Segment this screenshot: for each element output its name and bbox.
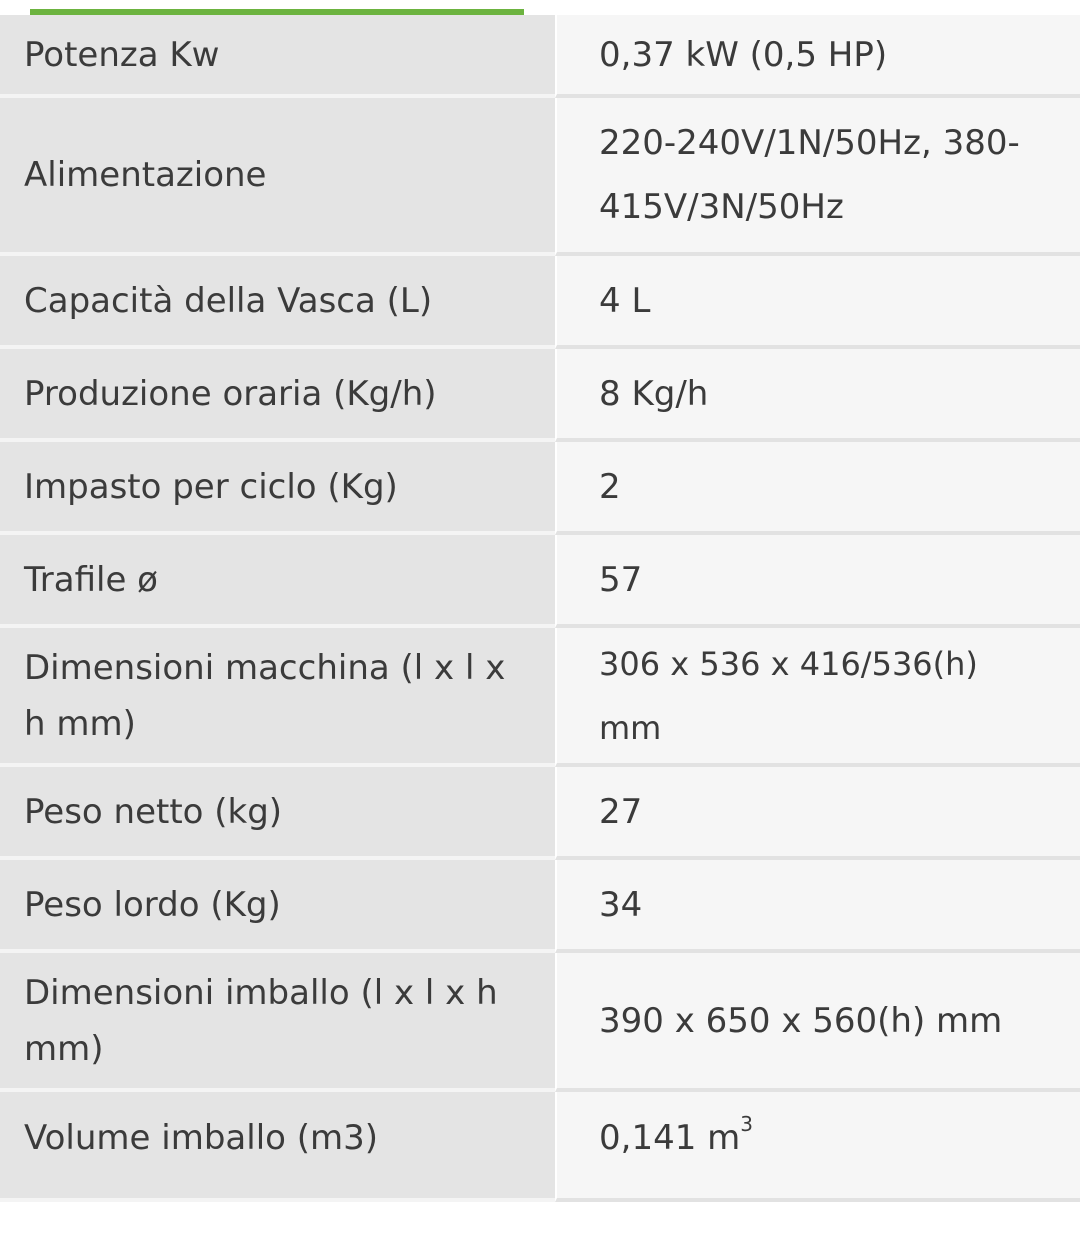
spec-label: Peso netto (kg) — [0, 767, 555, 860]
spec-label: Impasto per ciclo (Kg) — [0, 442, 555, 535]
volume-value: 0,141 m — [599, 1118, 741, 1158]
volume-unit-exponent: 3 — [740, 1112, 753, 1136]
table-row — [0, 953, 1080, 1092]
spec-value: 220-240V/1N/50Hz, 380-415V/3N/50Hz — [555, 98, 1080, 256]
spec-label: Trafile ø — [0, 535, 555, 628]
spec-value — [555, 1092, 1080, 1202]
spec-label: Alimentazione — [0, 98, 555, 256]
spec-value: 0,37 kW (0,5 HP) — [555, 15, 1080, 98]
table-row — [0, 98, 1080, 256]
table-row — [0, 15, 1080, 98]
spec-value: 57 — [555, 535, 1080, 628]
spec-value: 8 Kg/h — [555, 349, 1080, 442]
spec-value: 2 — [555, 442, 1080, 535]
spec-label: Peso lordo (Kg) — [0, 860, 555, 953]
spec-label: Produzione oraria (Kg/h) — [0, 349, 555, 442]
spec-value: 34 — [555, 860, 1080, 953]
spec-label: Potenza Kw — [0, 15, 555, 98]
table-row — [0, 628, 1080, 767]
spec-value: 306 x 536 x 416/536(h) mm — [555, 628, 1080, 767]
spec-table — [0, 15, 1080, 1202]
table-row — [0, 256, 1080, 349]
spec-value: 390 x 650 x 560(h) mm — [555, 953, 1080, 1092]
table-row — [0, 535, 1080, 628]
table-row — [0, 767, 1080, 860]
spec-label: Volume imballo (m3) — [0, 1092, 555, 1202]
table-row — [0, 860, 1080, 953]
table-row — [0, 442, 1080, 535]
table-row — [0, 1092, 1080, 1202]
spec-label: Dimensioni macchina (l x l x h mm) — [0, 628, 555, 767]
spec-value: 27 — [555, 767, 1080, 860]
spec-label: Capacità della Vasca (L) — [0, 256, 555, 349]
spec-value: 4 L — [555, 256, 1080, 349]
table-row — [0, 349, 1080, 442]
spec-label: Dimensioni imballo (l x l x h mm) — [0, 953, 555, 1092]
